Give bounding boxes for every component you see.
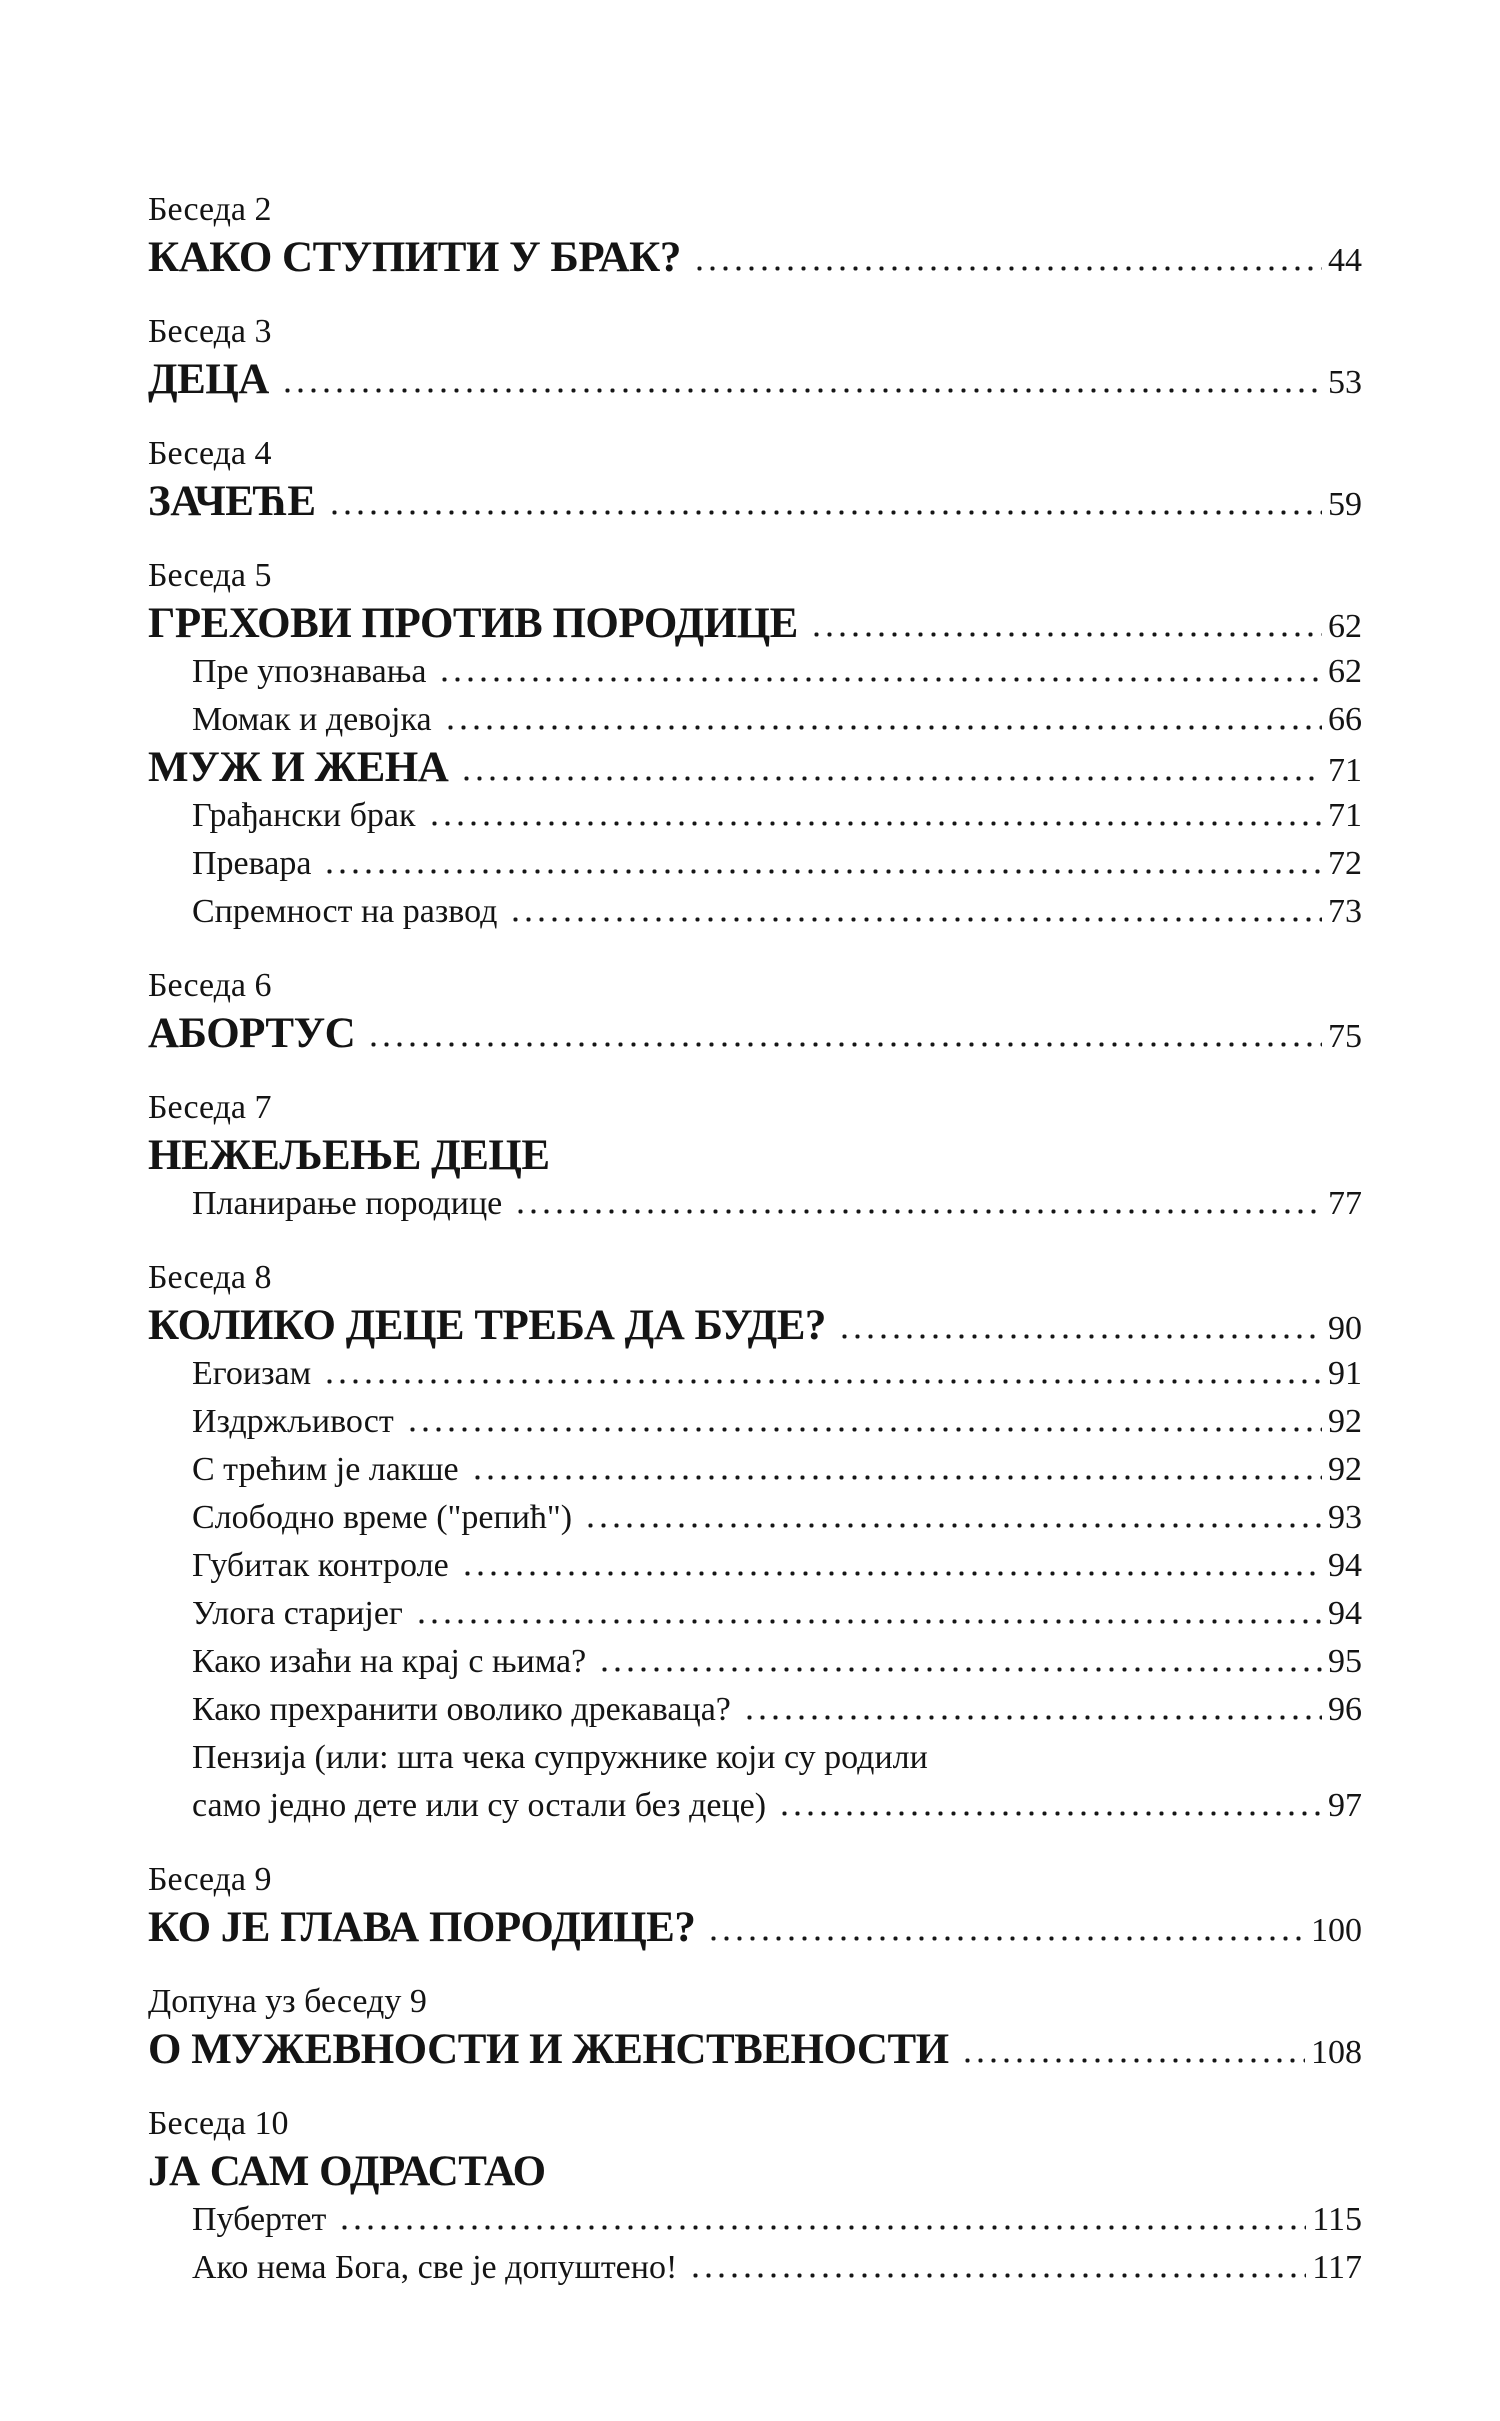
page-number: 44 (1328, 242, 1362, 279)
entry-text: ЈА САМ ОДРАСТАО (148, 2148, 546, 2195)
toc-sub-entry-row (148, 1686, 1362, 1734)
toc-section-label (148, 308, 1362, 356)
page-number: 75 (1328, 1018, 1362, 1055)
page-number: 72 (1328, 845, 1362, 882)
entry-text: Беседа 4 (148, 435, 272, 472)
entry-text: КАКО СТУПИТИ У БРАК? (148, 234, 681, 281)
entry-text: Слободно време ("репић") (192, 1499, 573, 1536)
dot-leader (584, 1523, 1322, 1528)
toc-chapter-row (148, 1010, 1362, 1058)
entry-text: Грађански брак (192, 797, 416, 834)
page-number: 96 (1328, 1691, 1362, 1728)
dot-leader (509, 917, 1322, 922)
entry-text: Беседа 9 (148, 1861, 272, 1898)
entry-text: Беседа 6 (148, 967, 272, 1004)
toc-sub-entry-row (148, 1350, 1362, 1398)
entry-text: Момак и девојка (192, 701, 432, 738)
entry-text: Превара (192, 845, 312, 882)
dot-leader (444, 725, 1322, 730)
dot-leader (598, 1667, 1322, 1672)
page-number: 53 (1328, 364, 1362, 401)
toc-sub-entry-row (148, 2196, 1362, 2244)
toc-section-label (148, 1084, 1362, 1132)
toc-sub-entry-row (148, 840, 1362, 888)
dot-leader (406, 1427, 1322, 1432)
dot-leader (460, 776, 1322, 781)
toc-sub-entry-row (148, 1590, 1362, 1638)
toc-sub-entry-row (148, 1782, 1362, 1830)
entry-text: само једно дете или су остали без деце) (192, 1787, 767, 1824)
entry-text: Како изаћи на крај с њима? (192, 1643, 587, 1680)
entry-text: Егоизам (192, 1355, 312, 1392)
toc-sub-entry-row (148, 1638, 1362, 1686)
entry-text: ГРЕХОВИ ПРОТИВ ПОРОДИЦЕ (148, 600, 798, 647)
page-number: 71 (1328, 797, 1362, 834)
dot-leader (323, 1379, 1322, 1384)
toc-section-label (148, 552, 1362, 600)
entry-text: ЗАЧЕЋЕ (148, 478, 316, 525)
toc-section-label (148, 1254, 1362, 1302)
entry-text: Губитак контроле (192, 1547, 449, 1584)
dot-leader (471, 1475, 1322, 1480)
dot-leader (514, 1209, 1322, 1214)
page-number: 59 (1328, 486, 1362, 523)
page-number: 93 (1328, 1499, 1362, 1536)
page-number: 92 (1328, 1451, 1362, 1488)
dot-leader (810, 632, 1322, 637)
dot-leader (328, 510, 1322, 515)
toc-chapter-row (148, 1904, 1362, 1952)
toc-section-label (148, 430, 1362, 478)
entry-text: Беседа 7 (148, 1089, 272, 1126)
toc-sub-entry-row (148, 648, 1362, 696)
entry-text: Беседа 8 (148, 1259, 272, 1296)
entry-text: Планирање породице (192, 1185, 503, 1222)
page-number: 115 (1312, 2201, 1362, 2238)
page-number: 62 (1328, 608, 1362, 645)
page-number: 97 (1328, 1787, 1362, 1824)
toc-chapter-row (148, 600, 1362, 648)
toc-chapter-row (148, 234, 1362, 282)
entry-text: НЕЖЕЉЕЊЕ ДЕЦЕ (148, 1132, 550, 1179)
toc-sub-entry-row (148, 696, 1362, 744)
toc-chapter-row (148, 1132, 1362, 1180)
entry-text: О МУЖЕВНОСТИ И ЖЕНСТВЕНОСТИ (148, 2026, 949, 2073)
entry-text: КО ЈЕ ГЛАВА ПОРОДИЦЕ? (148, 1904, 696, 1951)
page-number: 77 (1328, 1185, 1362, 1222)
toc-sub-entry-row (148, 792, 1362, 840)
page-number: 91 (1328, 1355, 1362, 1392)
toc-sub-entry-row (148, 1494, 1362, 1542)
entry-text: Беседа 10 (148, 2105, 289, 2142)
page-number: 95 (1328, 1643, 1362, 1680)
entry-text: Пре упознавања (192, 653, 427, 690)
dot-leader (693, 266, 1322, 271)
dot-leader (961, 2058, 1305, 2063)
dot-leader (743, 1715, 1322, 1720)
dot-leader (281, 388, 1322, 393)
toc-sub-entry-row (148, 1734, 1362, 1782)
toc-section-label (148, 1856, 1362, 1904)
page-number: 108 (1311, 2034, 1362, 2071)
toc-sub-entry-row (148, 1398, 1362, 1446)
entry-text: Улога старијег (192, 1595, 403, 1632)
page-number: 62 (1328, 653, 1362, 690)
page-number: 94 (1328, 1547, 1362, 1584)
page-number: 90 (1328, 1310, 1362, 1347)
toc-chapter-row (148, 356, 1362, 404)
page-number: 71 (1328, 752, 1362, 789)
entry-text: АБОРТУС (148, 1010, 356, 1057)
dot-leader (838, 1334, 1322, 1339)
dot-leader (338, 2225, 1306, 2230)
entry-text: КОЛИКО ДЕЦЕ ТРЕБА ДА БУДЕ? (148, 1302, 826, 1349)
page-number: 66 (1328, 701, 1362, 738)
entry-text: Издржљивост (192, 1403, 394, 1440)
page-number: 94 (1328, 1595, 1362, 1632)
entry-text: МУЖ И ЖЕНА (148, 744, 449, 791)
entry-text: Беседа 2 (148, 191, 272, 228)
entry-text: Допуна уз беседу 9 (148, 1983, 427, 2020)
entry-text: ДЕЦА (148, 356, 269, 403)
entry-text: Пубертет (192, 2201, 327, 2238)
entry-text: Беседа 5 (148, 557, 272, 594)
dot-leader (461, 1571, 1322, 1576)
toc-sub-entry-row (148, 1180, 1362, 1228)
dot-leader (367, 1042, 1322, 1047)
dot-leader (428, 821, 1322, 826)
page-number: 92 (1328, 1403, 1362, 1440)
dot-leader (689, 2273, 1306, 2278)
toc-sub-entry-row (148, 888, 1362, 936)
toc-chapter-row (148, 744, 1362, 792)
toc-chapter-row (148, 2026, 1362, 2074)
toc-sub-entry-row (148, 1542, 1362, 1590)
dot-leader (415, 1619, 1322, 1624)
toc-section-label (148, 2100, 1362, 2148)
toc-section-label (148, 1978, 1362, 2026)
dot-leader (438, 677, 1322, 682)
entry-text: Ако нема Бога, све је допуштено! (192, 2249, 678, 2286)
page-number: 100 (1311, 1912, 1362, 1949)
entry-text: Пензија (или: шта чека супружнике који су родили (192, 1739, 928, 1776)
toc-section-label (148, 962, 1362, 1010)
toc-list (148, 186, 1362, 2292)
toc-sub-entry-row (148, 2244, 1362, 2292)
entry-text: Спремност на развод (192, 893, 498, 930)
page-number: 117 (1312, 2249, 1362, 2286)
dot-leader (707, 1936, 1305, 1941)
toc-chapter-row (148, 2148, 1362, 2196)
entry-text: С трећим је лакше (192, 1451, 459, 1488)
toc-sub-entry-row (148, 1446, 1362, 1494)
page-number: 73 (1328, 893, 1362, 930)
toc-chapter-row (148, 1302, 1362, 1350)
dot-leader (323, 869, 1322, 874)
entry-text: Како прехранити оволико дрекаваца? (192, 1691, 731, 1728)
toc-chapter-row (148, 478, 1362, 526)
dot-leader (778, 1811, 1322, 1816)
entry-text: Беседа 3 (148, 313, 272, 350)
toc-section-label (148, 186, 1362, 234)
